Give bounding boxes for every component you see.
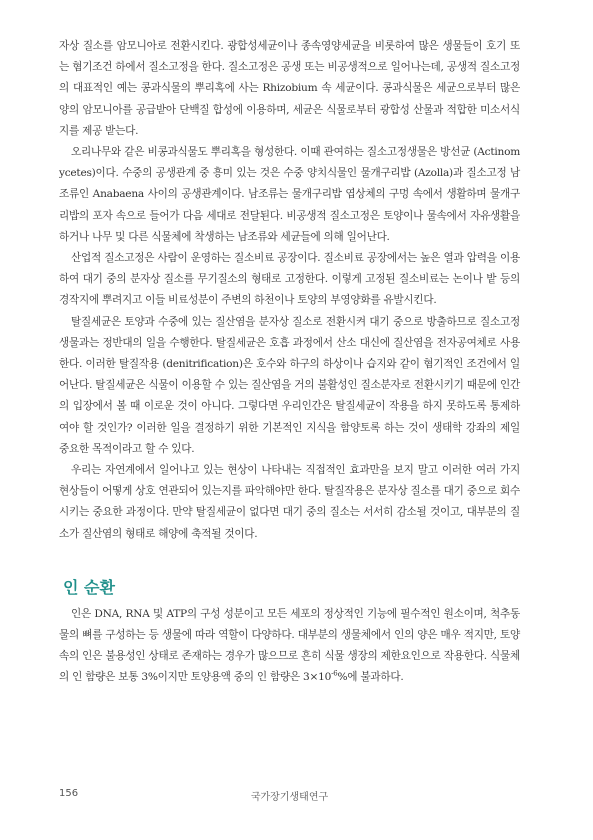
section-title: 인 순환 <box>63 577 115 597</box>
page-number: 156 <box>59 788 79 799</box>
body-paragraph-5: 우리는 자연계에서 일어나고 있는 현상이 나타내는 직접적인 효과만을 보지 말고 이러한 여러 가지 현상들이 어떻게 상호 연관되어 있는지를 파악해야만 한다. 탈질작용은 분자상 질소를 대기 중으로 회수시키는 중요한 과정이다. 만약 탈질세균이 없다면 대기 중의 질소는 서서히 감소될 것이고, 대부분의 질소가 질산염의 형태로 해양에 축적될 것이다. <box>59 464 520 540</box>
section-paragraph-tail: %에 불과하다. <box>337 671 404 684</box>
body-paragraph-2: 오리나무와 같은 비콩과식물도 뿌리혹을 형성한다. 이때 관여하는 질소고정생물은 방선균 (Actinomycetes)이다. 수중의 공생관계 중 흥미 있는 것은 수중 양치식물인 물개구리밥 (Azolla)과 질소고정 남조류인 Anabaena 사이의 공생관계이다. 남조류는 물개구리밥 엽상체의 구멍 속에서 생활하며 물개구리밥의 포자 속으로 들어가 다음 세대로 전달된다. 비공생적 질소고정은 토양이나 물속에서 자유생활을 하거나 나무 및 다른 식물체에 착생하는 남조류와 세균들에 의해 일어난다. <box>59 146 520 243</box>
running-title: 국가장기생태연구 <box>250 792 329 803</box>
body-paragraph-3: 산업적 질소고정은 사람이 운영하는 질소비료 공장이다. 질소비료 공장에서는 높은 열과 압력을 이용하여 대기 중의 분자상 질소를 무기질소의 형태로 고정한다. 이렇게 고정된 질소비료는 논이나 밭 등의 경작지에 뿌려지고 이들 비료성분이 주변의 하천이나 토양의 부영양화를 유발시킨다. <box>59 252 520 307</box>
section-paragraph-main: 인은 DNA, RNA 및 ATP의 구성 성분이고 모든 세포의 정상적인 기능에 필수적인 원소이며, 척추동물의 뼈를 구성하는 등 생물에 따라 역할이 다양하다. 대부분의 생물체에서 인의 양은 매우 적지만, 토양 속의 인은 불용성인 상태로 존재하는 경우가 많으므로 흔히 식물 생장의 제한요인으로 작용한다. 식물체의 인 함량은 보통 3%이지만 토양용액 중의 인 함량은 3×10 <box>59 607 520 684</box>
body-paragraph-4: 탈질세균은 토양과 수중에 있는 질산염을 분자상 질소로 전환시켜 대기 중으로 방출하므로 질소고정생물과는 정반대의 일을 수행한다. 탈질세균은 호흡 과정에서 산소 대신에 질산염을 전자공여체로 사용한다. 이러한 탈질작용 (denitrification)은 호수와 하구의 하상이나 습지와 같이 혐기적인 조건에서 일어난다. 탈질세균은 식물이 이용할 수 있는 질산염을 거의 불활성인 질소분자로 전환시키기 때문에 인간의 입장에서 볼 때 이로운 것이 아니다. 그렇다면 우리인간은 탈질세균이 작용을 하지 못하도록 통제하여야 할 것인가? 이러한 일을 결정하기 위한 기본적인 지식을 함양토록 하는 것이 생태학 강좌의 제일 중요한 목적이라고 할 수 있다. <box>59 315 520 455</box>
exponent: -6 <box>331 669 338 678</box>
section-paragraph <box>59 604 520 689</box>
body-paragraph-1: 자상 질소를 암모니아로 전환시킨다. 광합성세균이나 종속영양세균을 비롯하여 많은 생물들이 호기 또는 혐기조건 하에서 질소고정을 한다. 질소고정은 공생 또는 비공생적으로 일어나는데, 공생적 질소고정의 대표적인 예는 콩과식물의 뿌리혹에 사는 Rhizobium 속 세균이다. 콩과식물은 세균으로부터 많은 양의 암모니아를 공급받아 단백질 합성에 이용하며, 세균은 식물로부터 광합성 산물과 적합한 미소서식지를 제공 받는다. <box>59 40 520 137</box>
page-body <box>59 36 520 689</box>
